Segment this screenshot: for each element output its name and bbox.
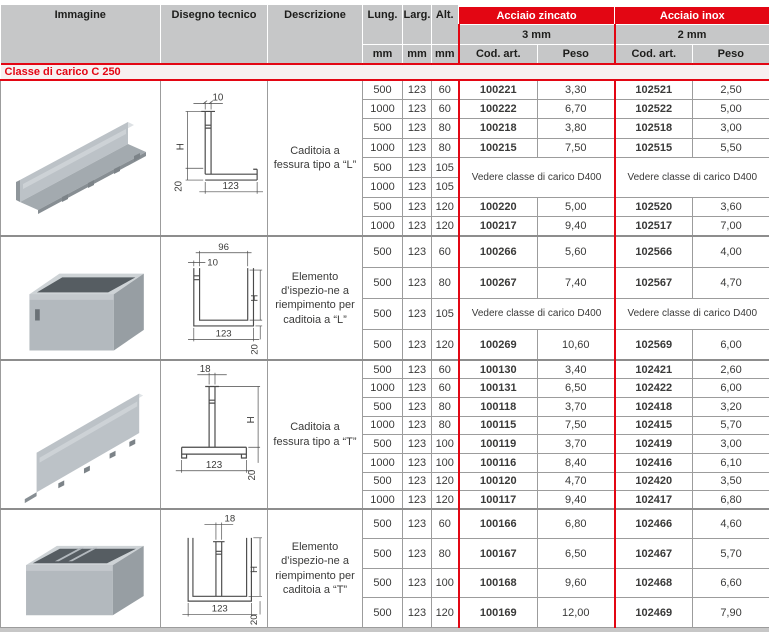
cod-art-inox-cell: 102521 <box>615 80 693 100</box>
height-cell: 80 <box>432 416 459 435</box>
cod-art-inox-cell: 102522 <box>615 99 693 119</box>
dim-label-base-depth: 20 <box>246 469 258 481</box>
unit-larg: mm <box>403 45 432 64</box>
width-cell: 123 <box>403 509 432 539</box>
product-image-cell <box>1 236 161 360</box>
peso-inox-cell: 2,60 <box>693 360 769 379</box>
see-load-class-note-inox: Vedere classe di carico D400 <box>615 158 769 197</box>
cod-art-zincato-cell: 100166 <box>459 509 538 539</box>
cod-art-zincato-cell: 100266 <box>459 236 538 267</box>
height-cell: 105 <box>432 298 459 329</box>
cod-art-zincato-cell: 100267 <box>459 267 538 298</box>
peso-inox-cell: 3,60 <box>693 197 769 217</box>
height-cell: 80 <box>432 539 459 569</box>
t-inspection-box-photo <box>6 515 156 623</box>
width-cell: 123 <box>403 379 432 398</box>
cod-art-inox-cell: 102517 <box>615 217 693 237</box>
cod-art-zincato-cell: 100218 <box>459 119 538 139</box>
dim-label-base-depth: 20 <box>248 613 260 625</box>
l-inspection-box-photo <box>6 238 156 358</box>
cod-art-zincato-cell: 100169 <box>459 598 538 628</box>
cod-art-zincato-cell: 100222 <box>459 99 538 119</box>
technical-drawing-cell <box>161 80 268 237</box>
peso-zincato-cell: 6,50 <box>538 379 615 398</box>
peso-inox-cell: 3,50 <box>693 472 769 491</box>
cod-art-zincato-cell: 100117 <box>459 491 538 510</box>
peso-inox-cell: 4,60 <box>693 509 769 539</box>
length-cell: 500 <box>363 398 403 417</box>
peso-zincato-cell: 12,00 <box>538 598 615 628</box>
width-cell: 123 <box>403 236 432 267</box>
peso-zincato-cell: 10,60 <box>538 329 615 360</box>
width-cell: 123 <box>403 416 432 435</box>
length-cell: 1000 <box>363 379 403 398</box>
table-bottom-border <box>0 628 769 632</box>
peso-zincato-cell: 9,40 <box>538 217 615 237</box>
col-header-disegno-tecnico: Disegno tecnico <box>161 5 268 64</box>
length-cell: 500 <box>363 197 403 217</box>
length-cell: 500 <box>363 435 403 454</box>
cod-art-inox-cell: 102421 <box>615 360 693 379</box>
peso-zincato-cell: 3,80 <box>538 119 615 139</box>
height-cell: 120 <box>432 491 459 510</box>
thickness-zincato: 3 mm <box>459 25 615 45</box>
peso-inox-cell: 3,00 <box>693 435 769 454</box>
peso-zincato-cell: 6,70 <box>538 99 615 119</box>
width-cell: 123 <box>403 197 432 217</box>
col-header-cod-art-inox: Cod. art. <box>615 45 693 64</box>
peso-inox-cell: 3,00 <box>693 119 769 139</box>
peso-inox-cell: 5,70 <box>693 539 769 569</box>
table-row <box>1 360 769 379</box>
length-cell: 1000 <box>363 491 403 510</box>
height-cell: 60 <box>432 99 459 119</box>
cod-art-zincato-cell: 100221 <box>459 80 538 100</box>
peso-zincato-cell: 7,50 <box>538 138 615 158</box>
height-cell: 120 <box>432 598 459 628</box>
peso-inox-cell: 7,90 <box>693 598 769 628</box>
length-cell: 1000 <box>363 453 403 472</box>
width-cell: 123 <box>403 598 432 628</box>
cod-art-zincato-cell: 100217 <box>459 217 538 237</box>
length-cell: 500 <box>363 298 403 329</box>
width-cell: 123 <box>403 80 432 100</box>
width-cell: 123 <box>403 360 432 379</box>
product-table <box>0 2 769 628</box>
cod-art-zincato-cell: 100118 <box>459 398 538 417</box>
length-cell: 500 <box>363 539 403 569</box>
length-cell: 500 <box>363 598 403 628</box>
width-cell: 123 <box>403 472 432 491</box>
width-cell: 123 <box>403 217 432 237</box>
dim-label-height: H <box>248 565 260 573</box>
dim-label-base-depth: 20 <box>173 181 185 193</box>
see-load-class-note-inox: Vedere classe di carico D400 <box>615 298 769 329</box>
cod-art-inox-cell: 102520 <box>615 197 693 217</box>
width-cell: 123 <box>403 568 432 598</box>
peso-inox-cell: 6,80 <box>693 491 769 510</box>
peso-inox-cell: 6,60 <box>693 568 769 598</box>
height-cell: 60 <box>432 509 459 539</box>
l-slot-channel-photo <box>6 84 156 232</box>
peso-zincato-cell: 3,70 <box>538 398 615 417</box>
product-image-cell <box>1 509 161 627</box>
width-cell: 123 <box>403 119 432 139</box>
peso-zincato-cell: 3,40 <box>538 360 615 379</box>
length-cell: 500 <box>363 158 403 178</box>
peso-inox-cell: 3,20 <box>693 398 769 417</box>
peso-inox-cell: 5,50 <box>693 138 769 158</box>
height-cell: 120 <box>432 472 459 491</box>
length-cell: 500 <box>363 568 403 598</box>
dim-label-slot-width: 18 <box>199 364 211 376</box>
l-profile-drawing <box>162 84 267 231</box>
cod-art-zincato-cell: 100167 <box>459 539 538 569</box>
dim-label-base-width: 123 <box>221 181 239 193</box>
height-cell: 60 <box>432 360 459 379</box>
width-cell: 123 <box>403 453 432 472</box>
peso-zincato-cell: 6,80 <box>538 509 615 539</box>
peso-zincato-cell: 6,50 <box>538 539 615 569</box>
col-header-peso-inox: Peso <box>693 45 769 64</box>
height-cell: 100 <box>432 568 459 598</box>
width-cell: 123 <box>403 177 432 197</box>
peso-zincato-cell: 3,30 <box>538 80 615 100</box>
u-channel-drawing <box>163 237 266 359</box>
cod-art-inox-cell: 102515 <box>615 138 693 158</box>
table-row <box>1 509 769 539</box>
col-header-lung: Lung. <box>363 5 403 45</box>
col-header-peso-zincato: Peso <box>538 45 615 64</box>
height-cell: 60 <box>432 236 459 267</box>
dim-label-base-depth: 20 <box>248 344 260 356</box>
unit-alt: mm <box>432 45 459 64</box>
dim-label-height: H <box>175 143 187 151</box>
cod-art-inox-cell: 102518 <box>615 119 693 139</box>
product-image-cell <box>1 360 161 509</box>
dim-label-base-width: 123 <box>211 603 228 615</box>
height-cell: 100 <box>432 435 459 454</box>
material-header-zincato: Acciaio zincato <box>459 5 615 25</box>
t-profile-drawing <box>162 361 267 508</box>
cod-art-inox-cell: 102420 <box>615 472 693 491</box>
dim-label-slot-width: 10 <box>206 257 218 269</box>
see-load-class-note-zincato: Vedere classe di carico D400 <box>459 298 615 329</box>
technical-drawing-cell <box>161 236 268 360</box>
width-cell: 123 <box>403 138 432 158</box>
peso-inox-cell: 4,70 <box>693 267 769 298</box>
length-cell: 500 <box>363 119 403 139</box>
length-cell: 500 <box>363 360 403 379</box>
cod-art-inox-cell: 102467 <box>615 539 693 569</box>
cod-art-zincato-cell: 100269 <box>459 329 538 360</box>
cod-art-inox-cell: 102567 <box>615 267 693 298</box>
table-row <box>1 80 769 100</box>
length-cell: 1000 <box>363 138 403 158</box>
dim-label-height: H <box>248 294 260 302</box>
cod-art-inox-cell: 102415 <box>615 416 693 435</box>
technical-drawing-cell <box>161 509 268 627</box>
peso-zincato-cell: 4,70 <box>538 472 615 491</box>
width-cell: 123 <box>403 539 432 569</box>
dim-label-base-width: 123 <box>205 460 222 472</box>
peso-zincato-cell: 7,40 <box>538 267 615 298</box>
technical-drawing-cell <box>161 360 268 509</box>
cod-art-inox-cell: 102418 <box>615 398 693 417</box>
peso-zincato-cell: 9,60 <box>538 568 615 598</box>
length-cell: 500 <box>363 236 403 267</box>
cod-art-zincato-cell: 100119 <box>459 435 538 454</box>
peso-zincato-cell: 9,40 <box>538 491 615 510</box>
peso-zincato-cell: 7,50 <box>538 416 615 435</box>
table-header <box>1 5 769 64</box>
col-header-larg: Larg. <box>403 5 432 45</box>
peso-inox-cell: 5,00 <box>693 99 769 119</box>
height-cell: 105 <box>432 177 459 197</box>
dim-label-height: H <box>245 416 257 424</box>
col-header-descrizione: Descrizione <box>268 5 363 64</box>
width-cell: 123 <box>403 158 432 178</box>
cod-art-inox-cell: 102569 <box>615 329 693 360</box>
length-cell: 1000 <box>363 99 403 119</box>
cod-art-zincato-cell: 100168 <box>459 568 538 598</box>
height-cell: 60 <box>432 379 459 398</box>
peso-inox-cell: 5,70 <box>693 416 769 435</box>
cod-art-zincato-cell: 100116 <box>459 453 538 472</box>
t-slot-channel-photo <box>6 362 156 508</box>
peso-inox-cell: 7,00 <box>693 217 769 237</box>
peso-inox-cell: 6,10 <box>693 453 769 472</box>
width-cell: 123 <box>403 435 432 454</box>
product-description: Caditoia a fessura tipo a “T” <box>268 360 363 509</box>
peso-zincato-cell: 3,70 <box>538 435 615 454</box>
cod-art-zincato-cell: 100215 <box>459 138 538 158</box>
cod-art-zincato-cell: 100131 <box>459 379 538 398</box>
height-cell: 80 <box>432 267 459 298</box>
cod-art-inox-cell: 102469 <box>615 598 693 628</box>
height-cell: 120 <box>432 329 459 360</box>
product-description: Elemento d’ispezio-ne a riempimento per caditoia a “L” <box>268 236 363 360</box>
table-row <box>1 236 769 267</box>
load-class-title: Classe di carico C 250 <box>1 64 769 80</box>
cod-art-inox-cell: 102566 <box>615 236 693 267</box>
col-header-alt: Alt. <box>432 5 459 45</box>
width-cell: 123 <box>403 398 432 417</box>
peso-zincato-cell: 5,00 <box>538 197 615 217</box>
height-cell: 105 <box>432 158 459 178</box>
load-class-band <box>1 64 769 80</box>
width-cell: 123 <box>403 491 432 510</box>
height-cell: 80 <box>432 398 459 417</box>
height-cell: 120 <box>432 217 459 237</box>
length-cell: 1000 <box>363 416 403 435</box>
height-cell: 80 <box>432 138 459 158</box>
cod-art-inox-cell: 102422 <box>615 379 693 398</box>
peso-inox-cell: 2,50 <box>693 80 769 100</box>
cod-art-inox-cell: 102466 <box>615 509 693 539</box>
unit-lung: mm <box>363 45 403 64</box>
length-cell: 1000 <box>363 177 403 197</box>
material-header-inox: Acciaio inox <box>615 5 769 25</box>
length-cell: 500 <box>363 329 403 360</box>
dim-label-slot-width: 18 <box>224 513 235 525</box>
table-body <box>1 80 769 628</box>
product-description: Elemento d’ispezio-ne a riempimento per caditoia a “T” <box>268 509 363 627</box>
cod-art-zincato-cell: 100130 <box>459 360 538 379</box>
dim-label-outer-width: 96 <box>217 242 229 254</box>
product-image-cell <box>1 80 161 237</box>
length-cell: 1000 <box>363 217 403 237</box>
thickness-inox: 2 mm <box>615 25 769 45</box>
see-load-class-note-zincato: Vedere classe di carico D400 <box>459 158 615 197</box>
cod-art-inox-cell: 102416 <box>615 453 693 472</box>
length-cell: 500 <box>363 80 403 100</box>
length-cell: 500 <box>363 267 403 298</box>
height-cell: 120 <box>432 197 459 217</box>
width-cell: 123 <box>403 298 432 329</box>
width-cell: 123 <box>403 267 432 298</box>
cod-art-inox-cell: 102468 <box>615 568 693 598</box>
col-header-cod-art-zincato: Cod. art. <box>459 45 538 64</box>
width-cell: 123 <box>403 99 432 119</box>
length-cell: 500 <box>363 509 403 539</box>
peso-inox-cell: 6,00 <box>693 329 769 360</box>
height-cell: 60 <box>432 80 459 100</box>
peso-zincato-cell: 8,40 <box>538 453 615 472</box>
t-box-drawing <box>163 511 266 627</box>
product-description: Caditoia a fessura tipo a “L” <box>268 80 363 237</box>
dim-label-base-width: 123 <box>215 328 232 340</box>
col-header-immagine: Immagine <box>1 5 161 64</box>
width-cell: 123 <box>403 329 432 360</box>
cod-art-inox-cell: 102417 <box>615 491 693 510</box>
cod-art-zincato-cell: 100220 <box>459 197 538 217</box>
peso-inox-cell: 4,00 <box>693 236 769 267</box>
peso-inox-cell: 6,00 <box>693 379 769 398</box>
cod-art-zincato-cell: 100115 <box>459 416 538 435</box>
cod-art-inox-cell: 102419 <box>615 435 693 454</box>
peso-zincato-cell: 5,60 <box>538 236 615 267</box>
height-cell: 80 <box>432 119 459 139</box>
height-cell: 100 <box>432 453 459 472</box>
length-cell: 500 <box>363 472 403 491</box>
cod-art-zincato-cell: 100120 <box>459 472 538 491</box>
dim-label-slot-width: 10 <box>211 93 223 105</box>
